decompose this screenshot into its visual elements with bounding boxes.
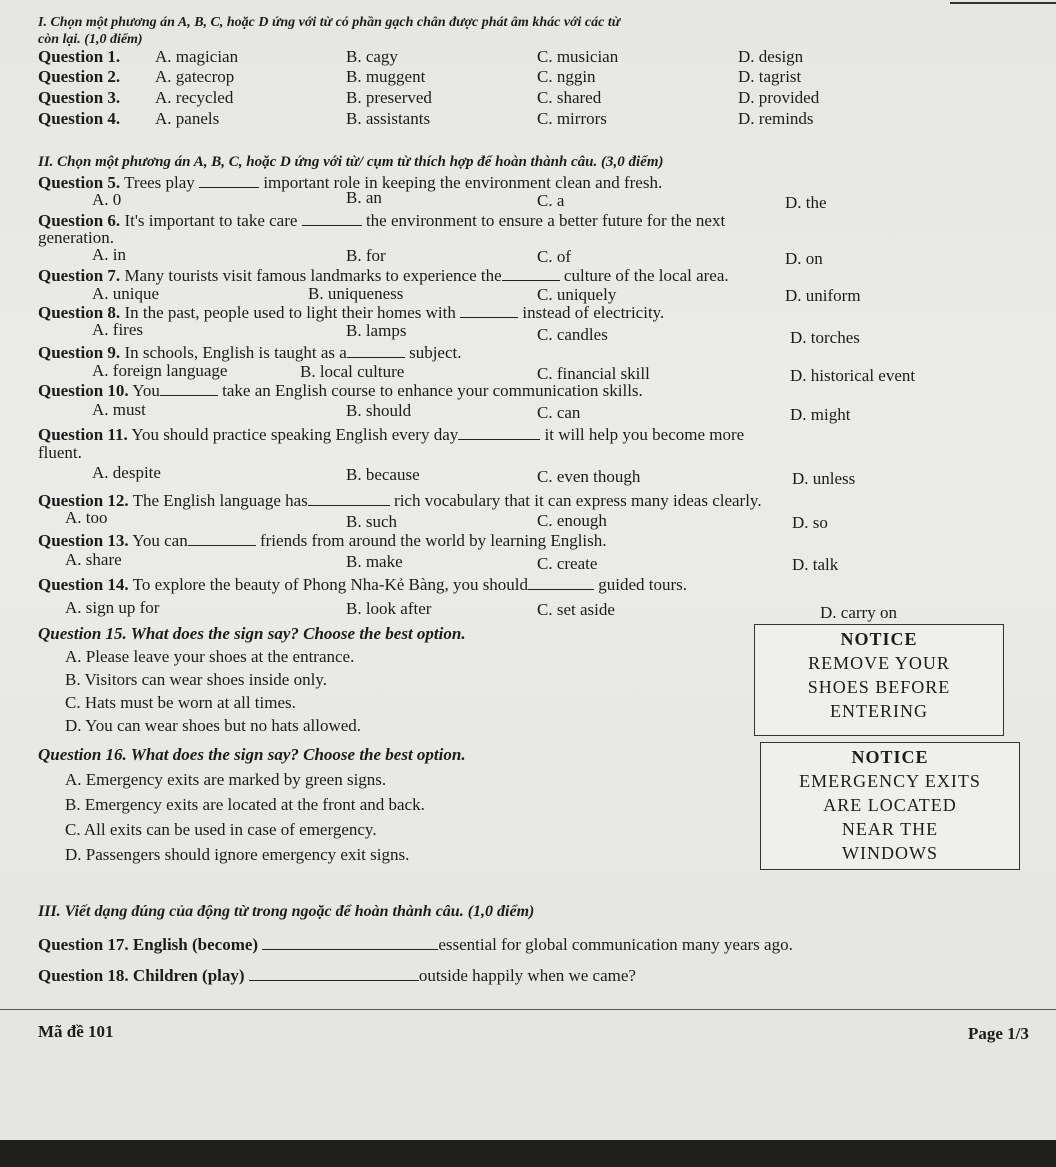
q16-option-a[interactable]: A. Emergency exits are marked by green signs.	[65, 770, 387, 789]
q6-option-d[interactable]: D. on	[785, 249, 823, 268]
q13-option-a[interactable]: A. share	[65, 550, 122, 569]
q10-label: Question 10.	[38, 381, 129, 400]
q18-stem	[38, 966, 636, 986]
q6-label: Question 6.	[38, 211, 121, 230]
q15-option-c[interactable]: C. Hats must be worn at all times.	[65, 693, 296, 712]
q8-option-a[interactable]: A. fires	[92, 320, 143, 339]
q11-option-a[interactable]: A. despite	[92, 463, 161, 482]
q6-text-1: It's important to take care	[120, 211, 302, 230]
sign-exits-line-1: EMERGENCY EXITS	[799, 771, 981, 791]
q13-option-c[interactable]: C. create	[537, 554, 598, 573]
section-3-title: III. Viết dạng đúng của động từ trong ngoặc để hoàn thành câu. (1,0 điểm)	[38, 903, 535, 920]
q2-label: Question 2.	[38, 67, 121, 86]
notice-sign-shoes	[754, 624, 1004, 736]
bottom-dark-edge	[0, 1140, 1056, 1167]
q10-stem	[38, 381, 643, 401]
sign-shoes-line-2: SHOES BEFORE	[807, 677, 951, 697]
q16-stem: Question 16. What does the sign say? Choose the best option.	[38, 745, 466, 764]
q2-option-d[interactable]: D. tagrist	[738, 67, 802, 86]
q12-option-b[interactable]: B. such	[346, 512, 397, 531]
q12-text-1: The English language has	[128, 491, 308, 510]
q10-blank[interactable]	[160, 381, 218, 396]
q15-option-d[interactable]: D. You can wear shoes but no hats allowed.	[65, 716, 362, 735]
q1-label: Question 1.	[38, 47, 121, 66]
q4-option-a[interactable]: A. panels	[155, 109, 220, 128]
q1-option-d[interactable]: D. design	[738, 47, 804, 66]
q11-label: Question 11.	[38, 425, 128, 444]
notice-sign-exits	[760, 742, 1020, 870]
q13-stem	[38, 531, 607, 551]
q14-blank[interactable]	[528, 575, 594, 590]
section-1-title-line2: còn lại. (1,0 điểm)	[38, 32, 143, 47]
q17-stem	[38, 935, 793, 955]
q2-option-b[interactable]: B. muggent	[346, 67, 426, 86]
q12-stem	[38, 491, 762, 511]
q7-option-d[interactable]: D. uniform	[785, 286, 861, 305]
q16-option-d[interactable]: D. Passengers should ignore emergency exit signs.	[65, 845, 410, 864]
q8-blank[interactable]	[460, 303, 518, 318]
sign-shoes-title: NOTICE	[840, 629, 918, 649]
q11-text-1: You should practice speaking English every day	[127, 425, 459, 444]
q12-blank[interactable]	[308, 491, 390, 506]
q14-stem	[38, 575, 687, 595]
q4-option-b[interactable]: B. assistants	[346, 109, 431, 128]
q10-option-a[interactable]: A. must	[92, 400, 146, 419]
q11-option-d[interactable]: D. unless	[792, 469, 856, 488]
q7-stem	[38, 266, 729, 286]
q16-option-c[interactable]: C. All exits can be used in case of emergency.	[65, 820, 377, 839]
q7-text-2: culture of the local area.	[559, 266, 729, 285]
q9-option-d[interactable]: D. historical event	[790, 366, 916, 385]
footer-rule	[0, 1009, 1056, 1010]
q5-blank[interactable]	[199, 173, 259, 188]
q6-option-b[interactable]: B. for	[346, 246, 386, 265]
q7-option-b[interactable]: B. uniqueness	[308, 284, 404, 303]
q10-text-2: take an English course to enhance your communication skills.	[217, 381, 643, 400]
q11-option-c[interactable]: C. even though	[537, 467, 641, 486]
q14-text-2: guided tours.	[594, 575, 688, 594]
q7-blank[interactable]	[502, 266, 560, 281]
q13-text-1: You can	[128, 531, 188, 550]
q3-label: Question 3.	[38, 88, 121, 107]
q3-option-c[interactable]: C. shared	[537, 88, 602, 107]
q9-label: Question 9.	[38, 343, 121, 362]
q14-option-c[interactable]: C. set aside	[537, 600, 615, 619]
q8-option-c[interactable]: C. candles	[537, 325, 608, 344]
q4-option-d[interactable]: D. reminds	[738, 109, 814, 128]
q5-option-c[interactable]: C. a	[537, 191, 565, 210]
q5-option-b[interactable]: B. an	[346, 188, 382, 207]
page-number: Page 1/3	[968, 1024, 1029, 1043]
q1-option-c[interactable]: C. musician	[537, 47, 619, 66]
q10-text-1: You	[128, 381, 160, 400]
q2-option-c[interactable]: C. nggin	[537, 67, 596, 86]
q4-label: Question 4.	[38, 109, 121, 128]
q10-option-c[interactable]: C. can	[537, 403, 581, 422]
q12-option-a[interactable]: A. too	[65, 508, 108, 527]
q15-option-b[interactable]: B. Visitors can wear shoes inside only.	[65, 670, 327, 689]
sign-shoes-line-1: REMOVE YOUR	[808, 653, 950, 673]
q15-option-a[interactable]: A. Please leave your shoes at the entrance.	[65, 647, 355, 666]
q3-option-a[interactable]: A. recycled	[155, 88, 234, 107]
sign-shoes-line-3: ENTERING	[830, 701, 928, 721]
q1-option-b[interactable]: B. cagy	[346, 47, 398, 66]
section-1-title-line1: I. Chọn một phương án A, B, C, hoặc D ứng với từ có phần gạch chân được phát âm khác với các từ	[38, 15, 621, 30]
q4-option-c[interactable]: C. mirrors	[537, 109, 607, 128]
q6-text-3: generation.	[38, 228, 114, 247]
section-2-title: II. Chọn một phương án A, B, C, hoặc D ứng với từ/ cụm từ thích hợp để hoàn thành câu. (3,0 điểm)	[38, 154, 664, 170]
q10-option-b[interactable]: B. should	[346, 401, 412, 420]
exam-code: Mã đề 101	[38, 1022, 114, 1041]
q14-option-d[interactable]: D. carry on	[820, 603, 897, 622]
q18-label: Question 18. Children (play)	[38, 966, 245, 985]
q8-option-d[interactable]: D. torches	[790, 328, 860, 347]
q6-option-a[interactable]: A. in	[92, 245, 126, 264]
q14-label: Question 14.	[38, 575, 129, 594]
q11-stem	[38, 425, 744, 445]
q9-text-1: In schools, English is taught as a	[120, 343, 347, 362]
q5-text-1: Trees play	[120, 173, 200, 192]
q9-option-a[interactable]: A. foreign language	[92, 361, 228, 380]
q16-option-b[interactable]: B. Emergency exits are located at the front and back.	[65, 795, 425, 814]
q12-label: Question 12.	[38, 491, 129, 510]
q13-blank[interactable]	[188, 531, 256, 546]
q3-option-b[interactable]: B. preserved	[346, 88, 432, 107]
q14-option-a[interactable]: A. sign up for	[65, 598, 160, 617]
sign-exits-title: NOTICE	[851, 747, 929, 767]
q5-option-d[interactable]: D. the	[785, 193, 827, 212]
sign-exits-line-3: NEAR THE	[841, 819, 939, 839]
q14-option-b[interactable]: B. look after	[346, 599, 432, 618]
q6-option-c[interactable]: C. of	[537, 247, 571, 266]
top-rule	[950, 2, 1056, 4]
q8-text-1: In the past, people used to light their homes with	[120, 303, 461, 322]
q8-option-b[interactable]: B. lamps	[346, 321, 407, 340]
q7-option-c[interactable]: C. uniquely	[537, 285, 617, 304]
q5-option-a[interactable]: A. 0	[92, 190, 122, 209]
q14-text-1: To explore the beauty of Phong Nha-Kẻ Bàng, you should	[128, 575, 529, 594]
q1-option-a[interactable]: A. magician	[155, 47, 239, 66]
q9-stem	[38, 343, 462, 363]
q17-label: Question 17. English (become)	[38, 935, 259, 954]
q7-text-1: Many tourists visit famous landmarks to experience the	[120, 266, 502, 285]
q9-blank[interactable]	[347, 343, 405, 358]
q17-blank[interactable]	[262, 935, 438, 950]
q17-text: essential for global communication many years ago.	[438, 935, 793, 954]
q9-text-2: subject.	[404, 343, 462, 362]
q5-label: Question 5.	[38, 173, 121, 192]
q11-text-3: fluent.	[38, 443, 82, 462]
q9-option-c[interactable]: C. financial skill	[537, 364, 650, 383]
q13-option-d[interactable]: D. talk	[792, 555, 839, 574]
q6-text-2: the environment to ensure a better future for the next	[361, 211, 726, 230]
q11-blank[interactable]	[458, 425, 540, 440]
sign-exits-line-2: ARE LOCATED	[823, 795, 957, 815]
q10-option-d[interactable]: D. might	[790, 405, 851, 424]
q12-option-d[interactable]: D. so	[792, 513, 828, 532]
q11-text-2: it will help you become more	[540, 425, 745, 444]
q3-option-d[interactable]: D. provided	[738, 88, 820, 107]
q18-blank[interactable]	[249, 966, 419, 981]
q18-text: outside happily when we came?	[418, 966, 636, 985]
q2-option-a[interactable]: A. gatecrop	[155, 67, 235, 86]
q15-stem: Question 15. What does the sign say? Choose the best option.	[38, 624, 466, 643]
q7-option-a[interactable]: A. unique	[92, 284, 160, 303]
q12-text-2: rich vocabulary that it can express many ideas clearly.	[389, 491, 762, 510]
sign-exits-line-4: WINDOWS	[842, 843, 938, 863]
q11-option-b[interactable]: B. because	[346, 465, 420, 484]
q6-blank[interactable]	[302, 211, 362, 226]
q7-label: Question 7.	[38, 266, 121, 285]
q5-text-2: important role in keeping the environment clean and fresh.	[259, 173, 663, 192]
q9-option-b[interactable]: B. local culture	[300, 362, 405, 381]
q13-option-b[interactable]: B. make	[346, 552, 403, 571]
q12-option-c[interactable]: C. enough	[537, 511, 607, 530]
q8-label: Question 8.	[38, 303, 121, 322]
q13-text-2: friends from around the world by learning English.	[255, 531, 607, 550]
q13-label: Question 13.	[38, 531, 129, 550]
q8-text-2: instead of electricity.	[518, 303, 665, 322]
q6-stem	[38, 211, 725, 231]
